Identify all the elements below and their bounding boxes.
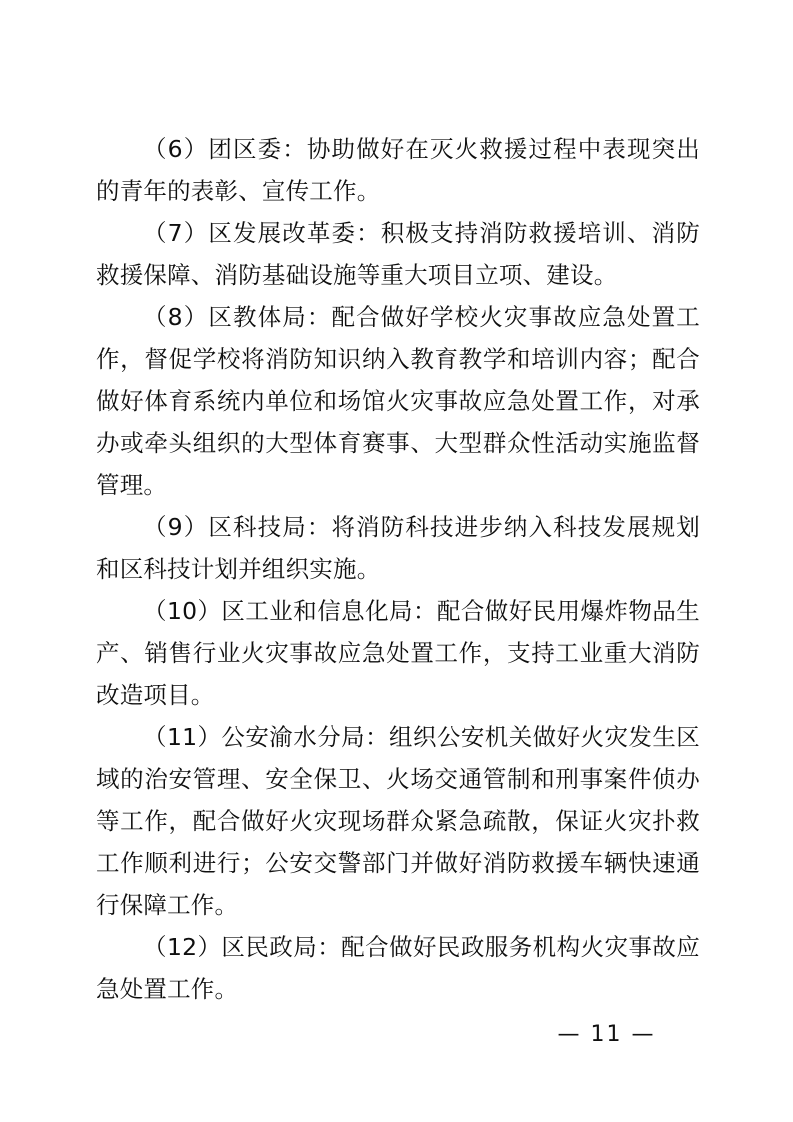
page-number <box>0 1022 793 1047</box>
paragraph: （7）区发展改革委：积极支持消防救援培训、消防救援保障、消防基础设施等重大项目立项、建设。 <box>96 219 700 289</box>
paragraph: （8）区教体局：配合做好学校火灾事故应急处置工作，督促学校将消防知识纳入教育教学和培训内容；配合做好体育系统内单位和场馆火灾事故应急处置工作，对承办或牵头组织的大型体育赛事、大型群众性活动实施监督管理。 <box>96 303 700 499</box>
paragraph: （11）公安渝水分局：组织公安机关做好火灾发生区域的治安管理、安全保卫、火场交通管制和刑事案件侦办等工作，配合做好火灾现场群众紧急疏散，保证火灾扑救工作顺利进行；公安交警部门并做好消防救援车辆快速通行保障工作。 <box>96 723 700 919</box>
page-number-text: — 11 — <box>557 1022 656 1047</box>
paragraph: （9）区科技局：将消防科技进步纳入科技发展规划和区科技计划并组织实施。 <box>96 513 700 583</box>
document-body <box>96 128 700 1010</box>
paragraph: （6）团区委：协助做好在灭火救援过程中表现突出的青年的表彰、宣传工作。 <box>96 135 700 205</box>
paragraph: （12）区民政局：配合做好民政服务机构火灾事故应急处置工作。 <box>96 933 700 1003</box>
paragraph: （10）区工业和信息化局：配合做好民用爆炸物品生产、销售行业火灾事故应急处置工作，支持工业重大消防改造项目。 <box>96 597 700 709</box>
